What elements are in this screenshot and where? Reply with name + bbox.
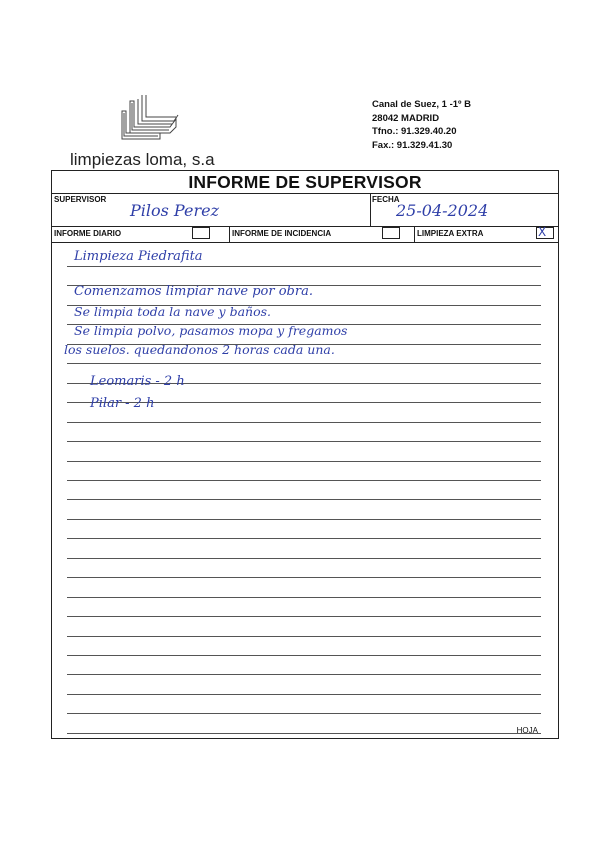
address-city: 28042 MADRID: [372, 112, 440, 124]
ruled-line: [67, 363, 541, 364]
supervisor-row: [52, 193, 558, 227]
fecha-cell[interactable]: [370, 193, 558, 226]
company-logo: [120, 93, 180, 141]
ruled-line: [67, 480, 541, 481]
address-phone: Tfno.: 91.329.40.20: [372, 126, 457, 137]
supervisor-label: SUPERVISOR: [54, 195, 107, 204]
diario-cell: [52, 226, 230, 242]
ruled-line: [67, 636, 541, 637]
fecha-value[interactable]: 25-04-2024: [396, 201, 489, 220]
ruled-line: [67, 694, 541, 695]
ruled-line: [67, 499, 541, 500]
address-line: Canal de Suez, 1 -1º B: [372, 99, 472, 110]
check-mark-icon: X: [538, 225, 547, 239]
ruled-line: [67, 422, 541, 423]
ruled-line: [67, 733, 541, 734]
text-line[interactable]: los suelos. quedandonos 2 horas cada una.: [64, 342, 335, 357]
incidencia-checkbox[interactable]: [382, 227, 400, 239]
diario-checkbox[interactable]: [192, 227, 210, 239]
text-line[interactable]: Pilar - 2 h: [90, 396, 155, 411]
ruled-line: [67, 538, 541, 539]
ruled-line: [67, 558, 541, 559]
address-fax: Fax.: 91.329.41.30: [372, 139, 453, 151]
ruled-line: [67, 519, 541, 520]
text-line[interactable]: Limpieza Piedrafita: [74, 249, 203, 264]
ruled-line: [67, 597, 541, 598]
text-line[interactable]: Se limpia toda la nave y baños.: [74, 304, 271, 319]
ruled-line: [67, 655, 541, 656]
incidencia-label: INFORME DE INCIDENCIA: [232, 229, 332, 238]
report-type-row: [52, 226, 558, 243]
ruled-line: [67, 674, 541, 675]
ruled-line: [67, 461, 541, 462]
fecha-label: FECHA: [372, 195, 400, 204]
ruled-line: [67, 616, 541, 617]
text-line[interactable]: Leomaris - 2 h: [90, 374, 185, 389]
incidencia-cell: [230, 226, 415, 242]
extra-checkbox[interactable]: [536, 227, 554, 239]
text-line[interactable]: Se limpia polvo, pasamos mopa y fregamos: [74, 323, 348, 338]
extra-label: LIMPIEZA EXTRA: [417, 229, 484, 238]
hoja-label: HOJA: [516, 726, 538, 735]
supervisor-value[interactable]: Pilos Perez: [130, 201, 219, 220]
extra-cell: [415, 226, 558, 242]
ruled-line: [67, 713, 541, 714]
ruled-line: [67, 266, 541, 267]
supervisor-cell[interactable]: [52, 193, 371, 226]
form-title: INFORME DE SUPERVISOR: [52, 171, 558, 194]
company-name: limpiezas loma, s.a: [70, 150, 215, 169]
company-address: [372, 98, 471, 152]
ruled-line: [67, 441, 541, 442]
ruled-line: [67, 577, 541, 578]
supervisor-report-form: [51, 170, 559, 739]
text-line[interactable]: Comenzamos limpiar nave por obra.: [74, 284, 313, 299]
diario-label: INFORME DIARIO: [54, 229, 122, 238]
